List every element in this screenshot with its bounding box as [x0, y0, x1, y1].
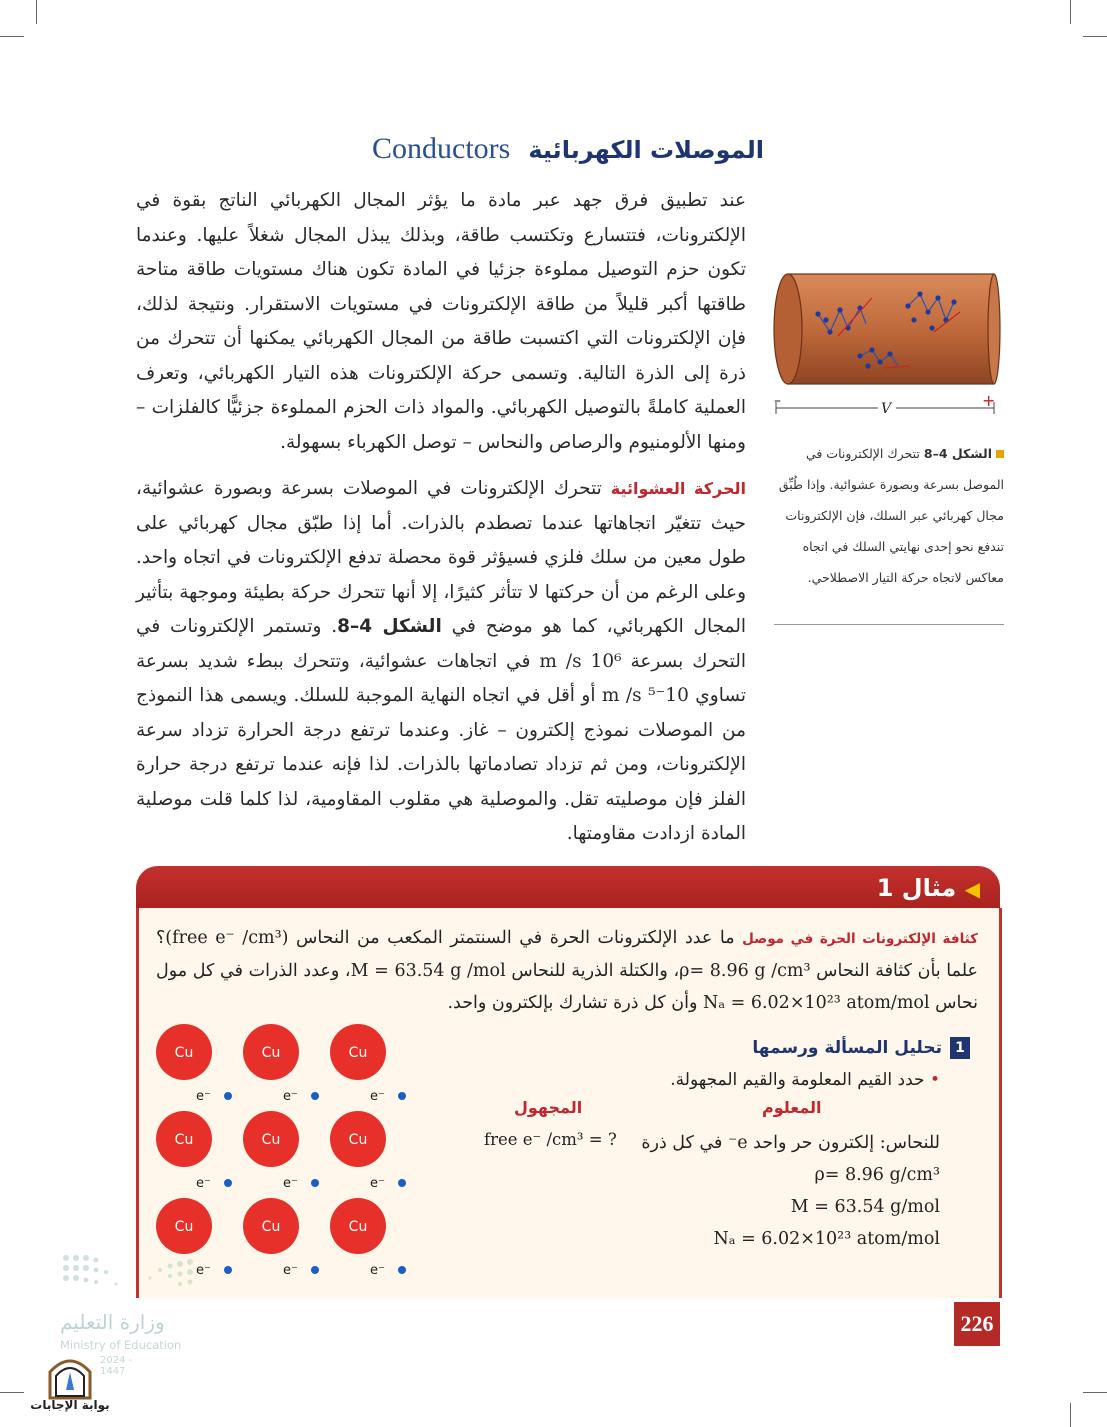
step-instruction: [620, 1066, 940, 1094]
unknown-item: free e⁻ /cm³ = ?: [484, 1130, 617, 1149]
crop-mark: [0, 1392, 24, 1393]
free-electron: [283, 1089, 319, 1104]
crop-mark: [1070, 0, 1071, 24]
copper-atom: [156, 1111, 212, 1167]
electron-label: e⁻: [196, 1089, 211, 1104]
copper-atom: [243, 1024, 299, 1080]
free-electron: [196, 1176, 232, 1191]
wire-figure: [768, 262, 1006, 422]
crop-mark: [1070, 1403, 1071, 1427]
atom-label: Cu: [174, 1132, 194, 1148]
free-electron: [283, 1263, 319, 1278]
copper-atom: [156, 1198, 212, 1254]
electron-dot: [398, 1179, 406, 1187]
keyword-random-motion: الحركة العشوائية: [610, 479, 746, 498]
crop-mark: [1083, 1392, 1107, 1393]
electron-dot: [224, 1092, 232, 1100]
known-heading: المعلوم: [762, 1098, 822, 1117]
figure-reference: الشكل 4–8: [337, 616, 442, 637]
atom-label: Cu: [261, 1045, 281, 1061]
instruction-text: حدد القيم المعلومة والقيم المجهولة.: [670, 1070, 925, 1090]
electron-dot: [398, 1092, 406, 1100]
caption-divider: [774, 624, 1004, 625]
copper-atom: [330, 1111, 386, 1167]
electron-dot: [224, 1266, 232, 1274]
step-analyze: [700, 1034, 970, 1062]
heading-arabic: الموصلات الكهربائية: [528, 136, 764, 164]
atom-label: Cu: [174, 1045, 194, 1061]
section-heading: [372, 132, 764, 172]
unknown-heading: المجهول: [514, 1098, 583, 1117]
electron-label: e⁻: [283, 1263, 298, 1278]
paragraph-random-motion: [136, 472, 746, 852]
known-item: M = 63.54 g/mol: [790, 1197, 940, 1217]
crop-mark: [36, 0, 37, 24]
electron-dot: [311, 1179, 319, 1187]
example-title: [780, 870, 980, 906]
electron-dot: [311, 1266, 319, 1274]
example-label: كثافة الإلكترونات الحرة في موصل: [742, 931, 978, 947]
page-number: 226: [954, 1302, 1000, 1346]
example-title-text: مثال 1: [876, 874, 957, 902]
paragraph-text-b: . وتستمر الإلكترونات في التحرك بسرعة 10⁶ m /s في اتجاهات عشوائية، وتتحرك ببطء شديد بسرعة تساوي 10⁻⁵ m /s أو أقل في اتجاه النهاية الموجبة للسلك. ويسمى هذا النموذج من الموصلات نموذج إلكترون – غاز. وعندما ترتفع درجة الحرارة تزداد سرعة الإلكترونات، ومن ثم تزداد تصادماتها بالذرات. لذا فإنه عندما ترتفع درجة حرارة الفلز فإن موصليته تقل. والموصلية هي مقلوب المقاومية، لذا كلما قلت موصلية المادة ازدادت مقاومتها.: [136, 616, 746, 844]
atom-label: Cu: [261, 1132, 281, 1148]
caption-text: تتحرك الإلكترونات في الموصل بسرعة وبصورة عشوائية. وإذا طُبِّق مجال كهربائي عبر السلك، فإن الإلكترونات تندفع نحو إحدى نهايتي السلك في اتجاه معاكس لاتجاه حركة التيار الاصطلاحي.: [778, 446, 1004, 585]
free-electron: [196, 1089, 232, 1104]
paragraph-text-a: تتحرك الإلكترونات في الموصلات بسرعة وبصورة عشوائية، حيث تتغيّر اتجاهاتها عندما تصطدم بالذرات. أما إذا طبّق مجال كهربائي على طول معين من سلك فلزي فسيؤثر قوة محصلة تدفع الإلكترونات في اتجاه واحد. وعلى الرغم من أن حركتها لا تتأثر كثيرًا، إلا أنها تتحرك حركة بطيئة وموجهة بتأثير المجال الكهربائي، كما هو موضح في: [136, 478, 747, 637]
electron-label: e⁻: [370, 1263, 385, 1278]
electron-label: e⁻: [283, 1176, 298, 1191]
caption-bullet: [996, 450, 1004, 458]
bullet-icon: •: [929, 1070, 940, 1090]
caption-figure-label: الشكل 4–8: [923, 446, 992, 461]
atom-label: Cu: [348, 1219, 368, 1235]
crop-mark: [0, 36, 24, 37]
electron-dot: [224, 1179, 232, 1187]
free-electron: [370, 1089, 406, 1104]
atom-label: Cu: [348, 1132, 368, 1148]
atom-label: Cu: [348, 1045, 368, 1061]
electron-label: e⁻: [196, 1263, 211, 1278]
wire-plus-label: +: [982, 391, 996, 410]
copper-atom: [156, 1024, 212, 1080]
wire-voltage-label: V: [881, 401, 892, 417]
known-item: Nₐ = 6.02×10²³ atom/mol: [713, 1229, 940, 1249]
electron-dot: [311, 1092, 319, 1100]
copper-lattice-diagram: [150, 1018, 420, 1288]
electron-label: e⁻: [370, 1089, 385, 1104]
ministry-watermark-year: 2024 - 1447: [100, 1355, 133, 1377]
figure-caption: [772, 438, 1004, 593]
triangle-icon: ◀: [964, 877, 980, 901]
free-electron: [196, 1263, 232, 1278]
electron-label: e⁻: [370, 1176, 385, 1191]
example-problem-text: ما عدد الإلكترونات الحرة في السنتمتر المكعب من النحاس (free e⁻ /cm³)؟ علما بأن كثافة النحاس ρ= 8.96 g /cm³، والكتلة الذرية للنحاس M = 63.54 g /mol، وعدد الذرات في كل مول نحاس Nₐ = 6.02×10²³ atom/mol وأن كل ذرة تشارك بإلكترون واحد.: [156, 928, 978, 1013]
ministry-watermark-arabic: وزارة التعليم: [60, 1310, 165, 1334]
example-problem: [156, 922, 978, 1019]
electron-label: e⁻: [283, 1089, 298, 1104]
free-electron: [370, 1176, 406, 1191]
ministry-logo-dots: [60, 1252, 200, 1292]
atom-label: Cu: [174, 1219, 194, 1235]
copper-atom: [243, 1111, 299, 1167]
heading-english: Conductors: [372, 132, 511, 165]
free-electron: [370, 1263, 406, 1278]
site-name: بوابة الإجابات: [30, 1398, 110, 1412]
copper-atom: [330, 1024, 386, 1080]
known-item: ρ= 8.96 g/cm³: [814, 1165, 940, 1185]
ministry-watermark-english: Ministry of Education: [60, 1338, 182, 1352]
step-number: 1: [950, 1037, 970, 1059]
electron-label: e⁻: [196, 1176, 211, 1191]
crop-mark: [1083, 36, 1107, 37]
step-title: تحليل المسألة ورسمها: [752, 1038, 942, 1058]
paragraph-conduction: عند تطبيق فرق جهد عبر مادة ما يؤثر المجال الكهربائي الناتج بقوة في الإلكترونات، فتتسارع وتكتسب طاقة، وبذلك يبذل المجال شغلاً عليها. وعندما تكون حزم التوصيل مملوءة جزئيا في المادة تكون هناك مستويات طاقة متاحة طاقتها أكبر قليلاً من طاقة الإلكترونات في مستويات الاستقرار. ونتيجة لذلك، فإن الإلكترونات التي اكتسبت طاقة من المجال الكهربائي يمكنها أن تتحرك من ذرة إلى الذرة التالية. وتسمى حركة الإلكترونات هذه التيار الكهربائي، وتعرف العملية كاملةً بالتوصيل الكهربائي. والمواد ذات الحزم المملوءة جزئيًّا كالفلزات – ومنها الألومنيوم والرصاص والنحاس – توصل الكهرباء بسهولة.: [136, 190, 746, 453]
electron-dot: [398, 1266, 406, 1274]
known-item: للنحاس: إلكترون حر واحد e⁻ في كل ذرة: [641, 1133, 940, 1153]
copper-atom: [330, 1198, 386, 1254]
copper-atom: [243, 1198, 299, 1254]
free-electron: [283, 1176, 319, 1191]
atom-label: Cu: [261, 1219, 281, 1235]
wire-minus-label: –: [774, 393, 781, 409]
